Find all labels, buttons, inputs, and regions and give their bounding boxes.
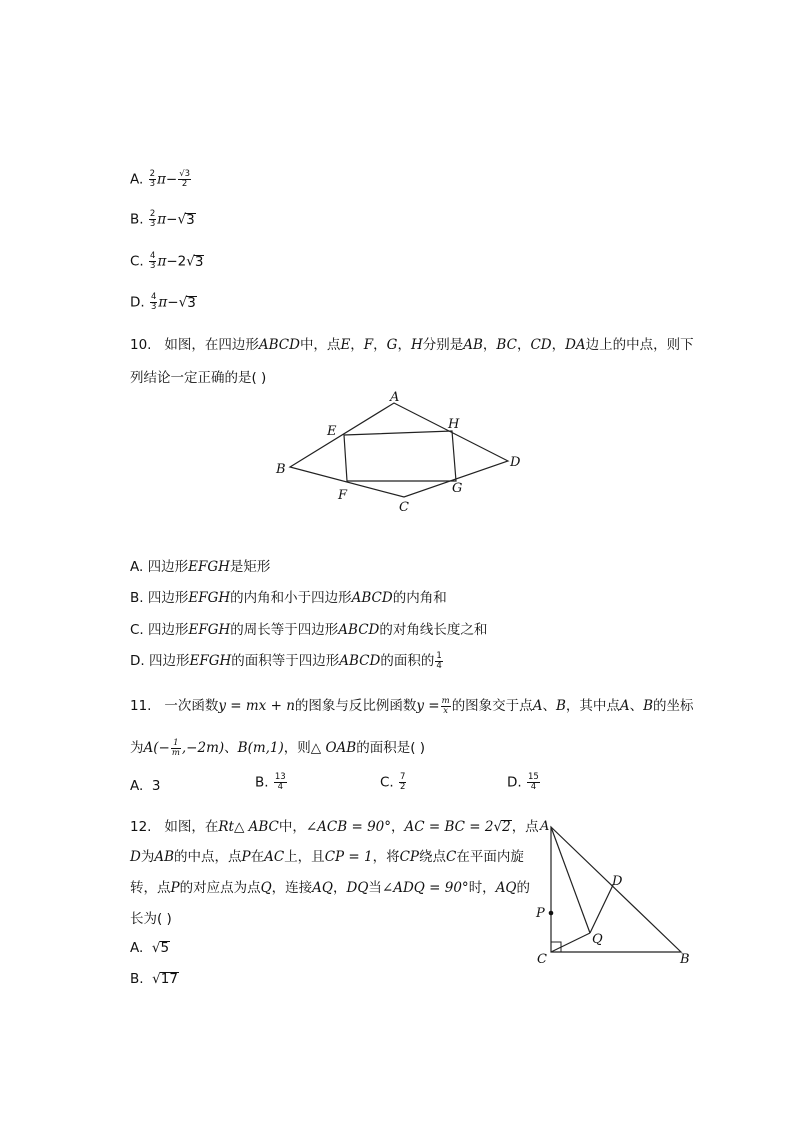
fraction: $\frac{4}{3}$ <box>150 251 156 271</box>
label-a: A <box>540 819 550 834</box>
math-expression: Rt△ ABC <box>218 819 279 835</box>
quad-abcd <box>290 403 508 497</box>
math-expression: G <box>386 337 398 353</box>
math-expression: EFGH <box>188 590 231 606</box>
label-e: E <box>327 424 337 439</box>
fraction: $\frac{m}{x}$ <box>441 695 450 716</box>
text-run: 为 <box>140 849 155 865</box>
math-expression: ∠ACB = 90° <box>305 819 392 835</box>
math-expression: C <box>446 849 457 865</box>
text-run: ， <box>482 337 497 353</box>
label-q: Q <box>592 932 603 947</box>
text-run: 四边形 <box>148 622 189 638</box>
label-p: P <box>536 906 545 921</box>
math-expression: Q <box>260 880 272 896</box>
text-run: 上，且 <box>284 849 325 865</box>
label-a: A <box>390 390 400 405</box>
quadrilateral-figure <box>260 385 540 515</box>
triangle-abc <box>551 827 681 952</box>
text-run: 四边形 <box>147 559 189 575</box>
q12-option-a: A. √5 <box>130 940 170 956</box>
q10-option-b: B. 四边形EFGH的内角和小于四边形ABCD的内角和 <box>130 590 447 606</box>
label-d: D <box>612 874 623 889</box>
q11-stem-line1: 11. 一次函数y = mx + n的图象与反比例函数y = $\frac{m}{x}$ 的图象交于点A、B，其中点A、B的坐标 <box>130 695 694 716</box>
math-expression: P <box>170 880 180 896</box>
q10-option-d: D. 四边形EFGH的面积等于四边形ABCD的面积的 $\frac{1}{4}$ <box>130 650 442 671</box>
fraction: $\frac{13}{4}$ <box>274 772 286 792</box>
q10-stem-line1: 10. 如图，在四边形ABCD中，点E，F，G，H分别是AB，BC，CD，DA边上的中点，则下 <box>130 337 694 353</box>
fraction: $\frac{7}{2}$ <box>400 772 406 792</box>
q12-stem-line4: 长为( ) <box>130 911 172 927</box>
label-g: G <box>452 481 463 496</box>
math-expression: AC <box>264 849 285 865</box>
label-f: F <box>338 488 348 503</box>
text-run: 在 <box>250 849 265 865</box>
q12-option-b: B. √17 <box>130 971 178 987</box>
math-expression: ABCD <box>258 337 300 353</box>
q10-stem-text <box>164 337 693 353</box>
q10-option-c: C. 四边形EFGH的周长等于四边形ABCD的对角线长度之和 <box>130 622 488 638</box>
math-expression: ABCD <box>351 590 393 606</box>
math-expression: F <box>363 337 374 353</box>
segment-aq <box>551 827 590 933</box>
math-expression: ABCD <box>338 622 380 638</box>
text-run: 的面积等于四边形 <box>231 653 340 669</box>
text-run: ， <box>397 337 411 353</box>
text-run: ，连接 <box>271 880 313 896</box>
text-run: 四边形 <box>148 653 190 669</box>
q9-option-b: B. $\frac{2}{3}$ π−√3 <box>130 209 195 229</box>
right-triangle-figure <box>530 815 700 975</box>
text-run: 是矩形 <box>229 559 271 575</box>
math-expression: EFGH <box>188 622 231 638</box>
fraction: $\frac{√3}{2}$ <box>179 169 191 189</box>
text-run: 边上的中点，则下 <box>585 337 694 353</box>
text-run: 时， <box>468 880 496 896</box>
math-expression: AC = BC = 2 <box>404 819 494 835</box>
math-expression: ABCD <box>339 653 381 669</box>
text-run: 的内角和小于四边形 <box>230 590 352 606</box>
math-expression: AQ <box>312 880 333 896</box>
text-run: 绕点 <box>419 849 447 865</box>
q9-option-d: D. $\frac{4}{3}$ π−√3 <box>130 292 196 312</box>
q11-option-b: B. $\frac{13}{4}$ <box>255 772 286 792</box>
segment-dq <box>590 885 613 933</box>
q12-stem-line2 <box>130 845 524 865</box>
math-expression: H <box>410 337 423 353</box>
text-run: 中，点 <box>299 337 341 353</box>
fraction: $\frac{4}{3}$ <box>150 292 157 312</box>
fraction: $\frac{2}{3}$ <box>149 169 156 189</box>
q9-option-c: C. $\frac{4}{3}$ π−2√3 <box>130 251 204 271</box>
text-run: 的面积的 <box>380 653 435 669</box>
q10-stem-line2: 列结论一定正确的是( ) <box>130 370 267 386</box>
math-expression: ∠ADQ = 90° <box>381 880 469 896</box>
text-run: 如图，在 <box>164 819 219 835</box>
q11-option-a: A. 3 <box>130 778 161 794</box>
label-b: B <box>680 952 690 967</box>
q12-stem-line1: 12. 如图，在Rt△ ABC中，∠ACB = 90°，AC = BC = 2√2，点 <box>130 819 539 835</box>
text-run: ，将 <box>372 849 400 865</box>
q11-stem-line2: 为A(− $\frac{1}{m}$ ,−2m)、B(m,1)，则△ OAB的面积是( ) <box>130 737 426 758</box>
math-expression: EFGH <box>189 653 232 669</box>
text-run: ， <box>373 337 387 353</box>
fraction: $\frac{1}{4}$ <box>436 650 442 671</box>
text-run: 的中点，点 <box>174 849 242 865</box>
text-run: 的 <box>516 880 531 896</box>
label-c: C <box>537 952 547 967</box>
q10-option-a: A. 四边形EFGH是矩形 <box>130 559 271 575</box>
math-expression: DQ <box>346 880 369 896</box>
math-expression: D <box>130 849 141 865</box>
text-run: 转，点 <box>130 880 171 896</box>
math-expression: CD <box>530 337 552 353</box>
fraction: $\frac{2}{3}$ <box>149 209 156 229</box>
math-expression: BC <box>496 337 517 353</box>
math-expression: EFGH <box>188 559 230 575</box>
fraction: $\frac{15}{4}$ <box>527 772 539 792</box>
q11-option-d: D. $\frac{15}{4}$ <box>507 772 539 792</box>
text-run: ， <box>551 337 566 353</box>
text-run: 如图，在四边形 <box>164 337 259 353</box>
fraction: $\frac{1}{m}$ <box>171 737 180 758</box>
text-run: ， <box>350 337 364 353</box>
text-run: ， <box>516 337 531 353</box>
label-d: D <box>510 455 521 470</box>
text-run: 的内角和 <box>392 590 447 606</box>
quad-efgh <box>344 431 456 481</box>
text-run: 的对角线长度之和 <box>379 622 488 638</box>
math-expression: AQ <box>495 880 517 896</box>
math-expression: CP = 1 <box>324 849 373 865</box>
text-run: 的对应点为点 <box>179 880 261 896</box>
math-expression: CP <box>399 849 420 865</box>
text-run: ， <box>391 819 405 835</box>
label-h: H <box>448 417 460 432</box>
math-expression: DA <box>565 337 586 353</box>
math-expression: AB <box>154 849 174 865</box>
right-angle-mark <box>551 942 561 952</box>
text-run: 当 <box>368 880 382 896</box>
q11-option-c: C. $\frac{7}{2}$ <box>380 772 406 792</box>
text-run: ， <box>333 880 347 896</box>
q9-option-a: A. $\frac{2}{3}$ π− $\frac{√3}{2}$ <box>130 169 191 189</box>
text-run: 中， <box>278 819 306 835</box>
math-expression: P <box>241 849 251 865</box>
math-expression: AB <box>463 337 483 353</box>
text-run: 四边形 <box>147 590 189 606</box>
text-run: 分别是 <box>422 337 464 353</box>
text-run: 的周长等于四边形 <box>230 622 339 638</box>
label-b: B <box>276 462 286 477</box>
label-c: C <box>399 500 409 515</box>
q12-stem-line3 <box>130 876 530 896</box>
math-expression: E <box>340 337 351 353</box>
text-run: 在平面内旋 <box>456 849 524 865</box>
point-p <box>549 911 554 916</box>
